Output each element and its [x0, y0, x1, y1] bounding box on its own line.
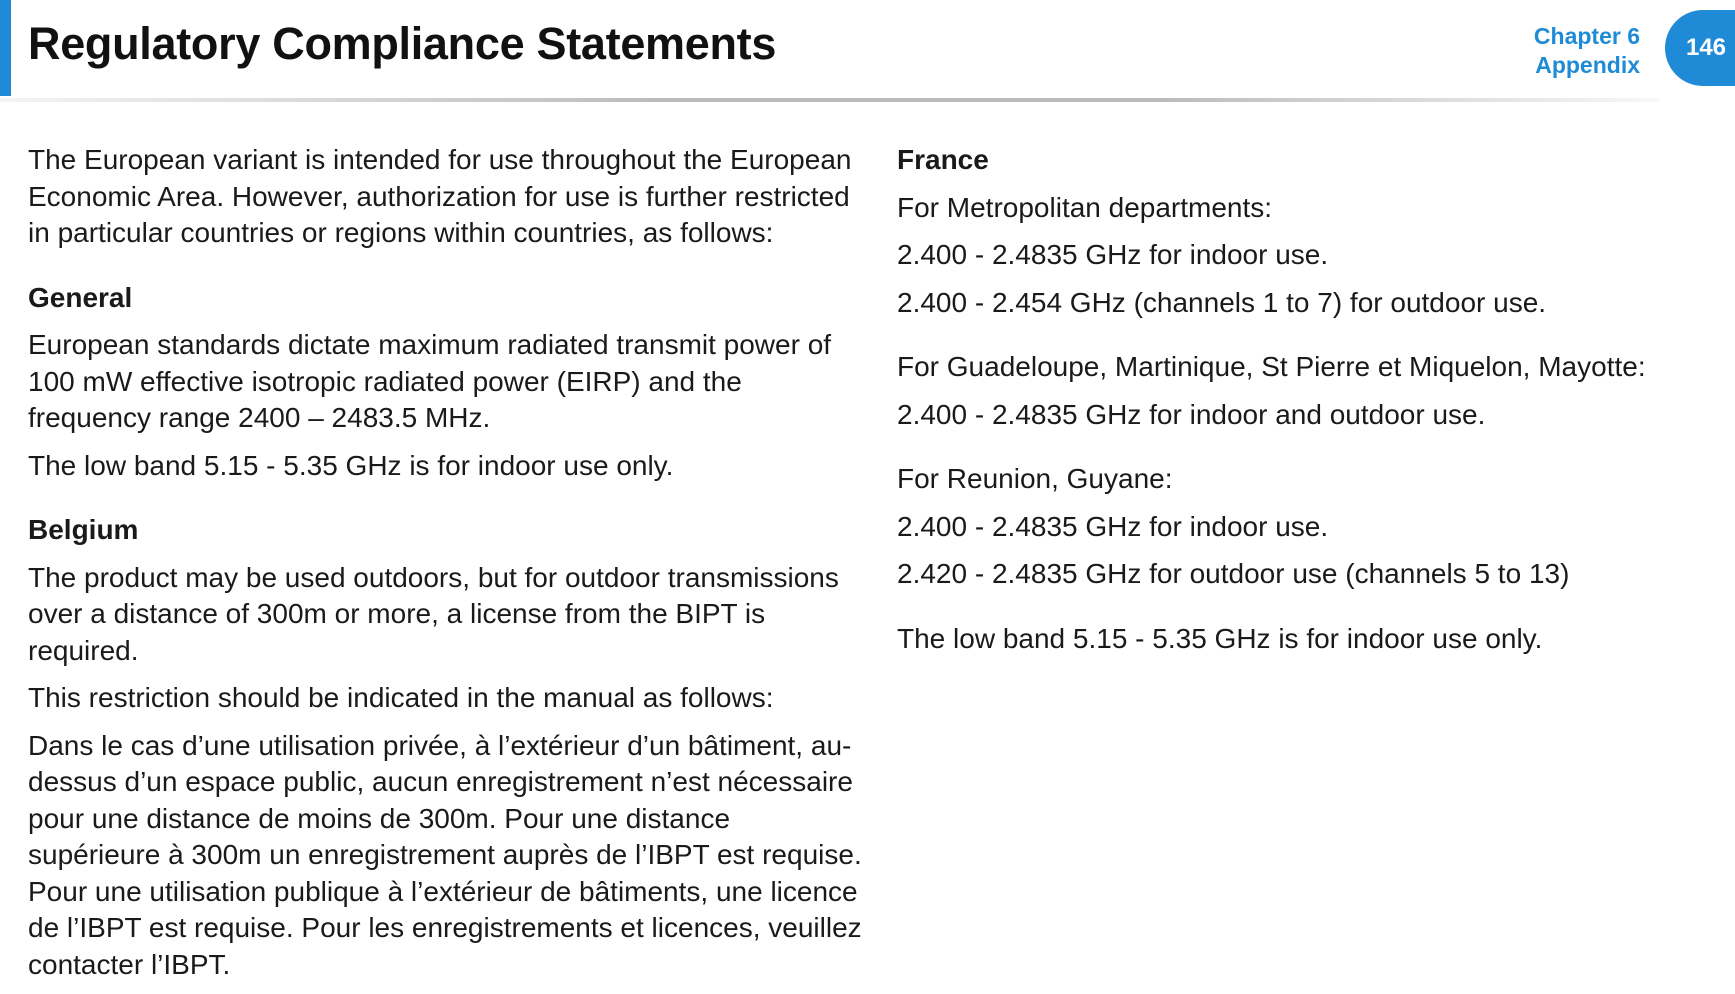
page-number-badge — [1665, 10, 1735, 86]
france-metro-line-2: 2.400 - 2.454 GHz (channels 1 to 7) for outdoor use. — [897, 286, 1547, 318]
france-reunion-line-1: 2.400 - 2.4835 GHz for indoor use. — [897, 510, 1329, 542]
france-metro-label: For Metropolitan departments: — [897, 191, 1273, 223]
right-column — [897, 142, 1697, 668]
france-guadeloupe-line-1: 2.400 - 2.4835 GHz for indoor and outdoor use. — [897, 398, 1486, 430]
chapter-indicator — [1534, 22, 1640, 80]
section-label: Appendix — [1535, 52, 1640, 78]
france-guadeloupe-label: For Guadeloupe, Martinique, St Pierre et Miquelon, Mayotte: — [897, 351, 1646, 382]
france-metro-line-1: 2.400 - 2.4835 GHz for indoor use. — [897, 239, 1329, 270]
general-paragraph-1: European standards dictate maximum radiated transmit power of 100 mW effective isotropic radiated power (EIRP) and the frequency range 2400 – 2483.5 MHz. — [28, 329, 832, 433]
france-reunion-label: For Reunion, Guyane: — [897, 463, 1173, 494]
general-heading: General — [28, 281, 133, 313]
belgium-paragraph-2: This restriction should be indicated in the manual as follows: — [28, 682, 774, 713]
intro-paragraph: The European variant is intended for use throughout the European Economic Area. However, authorization for use is further restricted in particular countries or regions within countries, as follows: — [28, 144, 852, 248]
header-accent-bar — [0, 0, 11, 96]
belgium-paragraph-1: The product may be used outdoors, but for outdoor transmissions over a distance of 300m or more, a license from the BIPT is required. — [28, 561, 839, 666]
france-reunion-line-2: 2.420 - 2.4835 GHz for outdoor use (channels 5 to 13) — [897, 558, 1570, 589]
belgium-heading: Belgium — [28, 514, 139, 545]
france-heading: France — [897, 144, 989, 175]
page-title: Regulatory Compliance Statements — [28, 18, 777, 69]
chapter-label: Chapter 6 — [1533, 23, 1640, 49]
belgium-paragraph-3: Dans le cas d’une utilisation privée, à l’extérieur d’un bâtiment, au-dessus d’un espace public, aucun enregistrement n’est nécessaire pour une distance de moins de 300m. Pour une distance supérieure à 300m un enregistrement auprès de l’IBPT est requise. Pour une utilisation publique à l’extérieur de bâtiments, une licence de l’IBPT est requise. Pour les enregistrements et licences, veuillez contacter l’IBPT. — [28, 729, 862, 980]
page-number: 146 — [1685, 34, 1727, 61]
france-low-band: The low band 5.15 - 5.35 GHz is for indoor use only. — [897, 622, 1543, 654]
header-divider — [0, 98, 1660, 102]
general-paragraph-2: The low band 5.15 - 5.35 GHz is for indoor use only. — [28, 449, 674, 481]
left-column — [28, 142, 863, 994]
